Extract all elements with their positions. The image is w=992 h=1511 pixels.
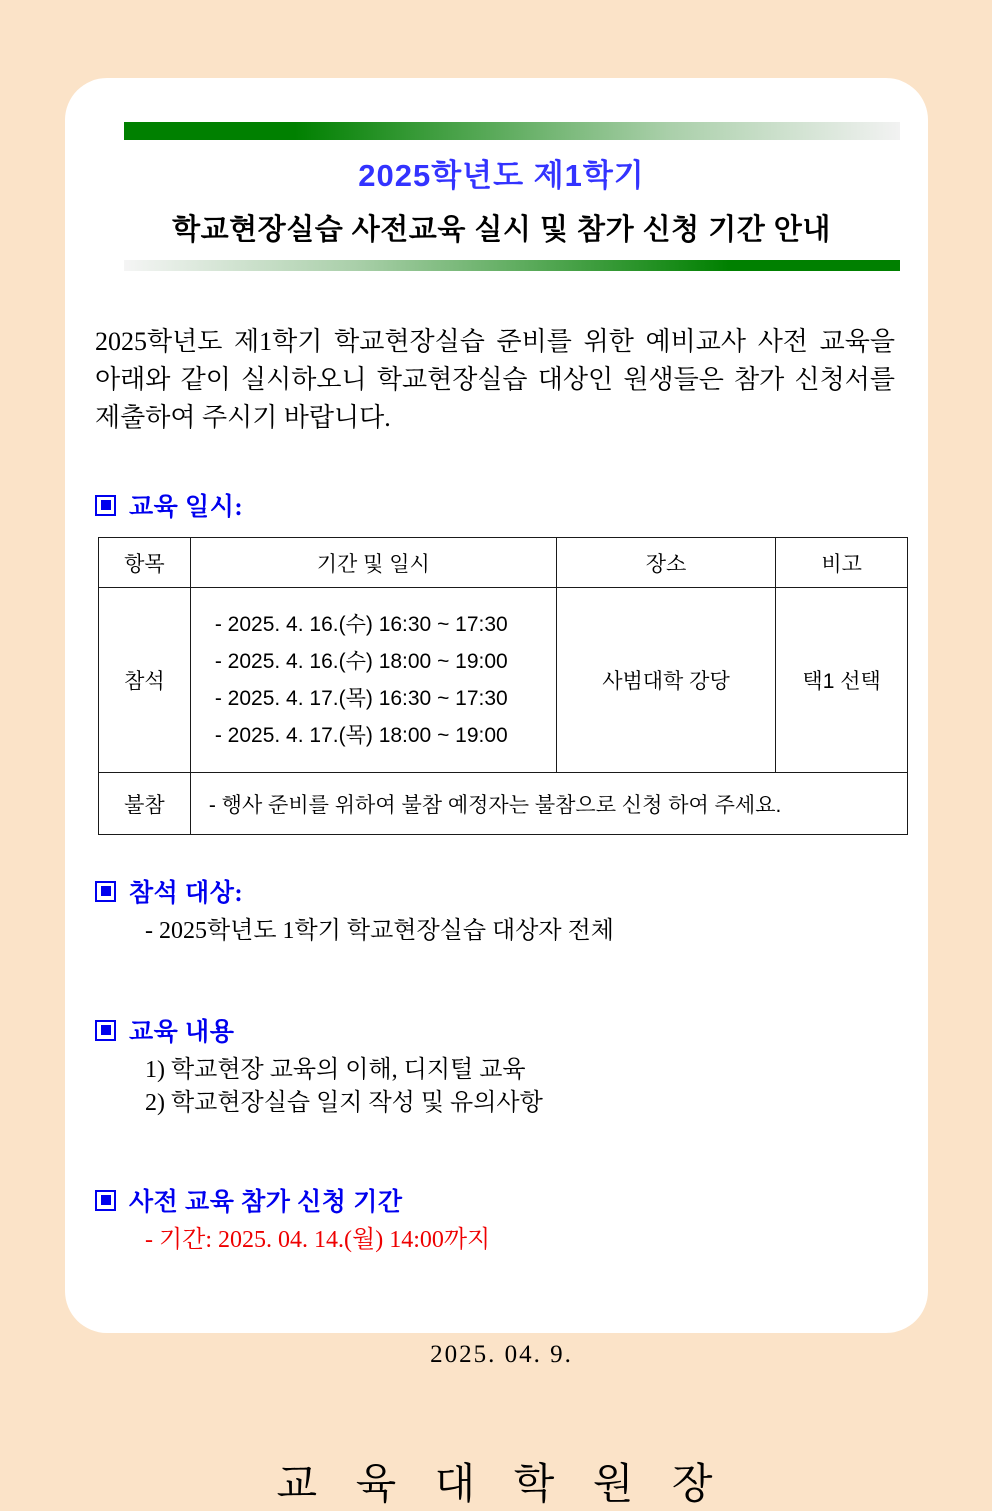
- section-bullet-icon: [95, 495, 116, 516]
- attend-time-4: - 2025. 4. 17.(목) 18:00 ~ 19:00: [214, 724, 508, 747]
- section-application-label: 사전 교육 참가 신청 기간: [129, 1189, 403, 1216]
- signature-title: 교 육 대 학 원 장: [276, 1462, 727, 1508]
- table-header-datetime: 기간 및 일시: [190, 538, 556, 588]
- table-row-absent: [99, 773, 908, 835]
- table-header-item: 항목: [99, 538, 191, 588]
- section-contents-header: [95, 1012, 908, 1048]
- contents-item-2: 2) 학교현장실습 일지 작성 및 유의사항: [145, 1090, 543, 1116]
- page-title: 2025학년도 제1학기: [358, 158, 645, 193]
- table-header-note: 비고: [776, 538, 908, 588]
- notice-card: [65, 78, 928, 1508]
- application-deadline: - 기간: 2025. 04. 14.(월) 14:00까지: [145, 1227, 491, 1253]
- attend-note-cell: 택1 선택: [776, 588, 908, 773]
- intro-paragraph: 2025학년도 제1학기 학교현장실습 준비를 위한 예비교사 사전 교육을 아래와 같이 실시하오니 학교현장실습 대상인 원생들은 참가 신청서를 제출하여 주시기 바랍니다.: [95, 327, 895, 432]
- bottom-accent-bar: [124, 260, 900, 271]
- section-attendees-label: 참석 대상:: [129, 880, 244, 907]
- section-attendees-header: [95, 873, 908, 909]
- section-bullet-icon: [95, 881, 116, 902]
- attend-place-cell: 사범대학 강당: [556, 588, 776, 773]
- schedule-table: [98, 537, 908, 835]
- section-bullet-fill: [101, 500, 111, 510]
- attend-time-3: - 2025. 4. 17.(목) 16:30 ~ 17:30: [214, 687, 508, 710]
- attend-time-1: - 2025. 4. 16.(수) 16:30 ~ 17:30: [214, 613, 508, 636]
- attend-times-cell: [190, 588, 556, 773]
- section-bullet-icon: [95, 1020, 116, 1041]
- section-schedule-label: 교육 일시:: [129, 494, 244, 521]
- section-contents-label: 교육 내용: [129, 1019, 235, 1046]
- section-bullet-icon: [95, 1190, 116, 1211]
- table-header-row: [99, 538, 908, 588]
- section-application-header: [95, 1182, 908, 1218]
- table-row-attend: [99, 588, 908, 773]
- attend-time-2: - 2025. 4. 16.(수) 18:00 ~ 19:00: [214, 650, 508, 673]
- absent-item-cell: 불참: [99, 773, 191, 835]
- top-accent-bar: [124, 122, 900, 140]
- attend-item-cell: 참석: [99, 588, 191, 773]
- attendees-detail: - 2025학년도 1학기 학교현장실습 대상자 전체: [145, 918, 614, 944]
- section-bullet-fill: [101, 1195, 111, 1205]
- section-bullet-fill: [101, 886, 111, 896]
- absent-note-cell: - 행사 준비를 위하여 불참 예정자는 불참으로 신청 하여 주세요.: [190, 773, 907, 835]
- section-schedule-header: [95, 487, 908, 523]
- section-bullet-fill: [101, 1025, 111, 1035]
- contents-item-1: 1) 학교현장 교육의 이해, 디지털 교육: [145, 1057, 526, 1083]
- document-date: 2025. 04. 9.: [430, 1341, 573, 1368]
- table-header-place: 장소: [556, 538, 776, 588]
- notice-card-inner: [65, 78, 928, 1508]
- page-subtitle: 학교현장실습 사전교육 실시 및 참가 신청 기간 안내: [172, 214, 831, 246]
